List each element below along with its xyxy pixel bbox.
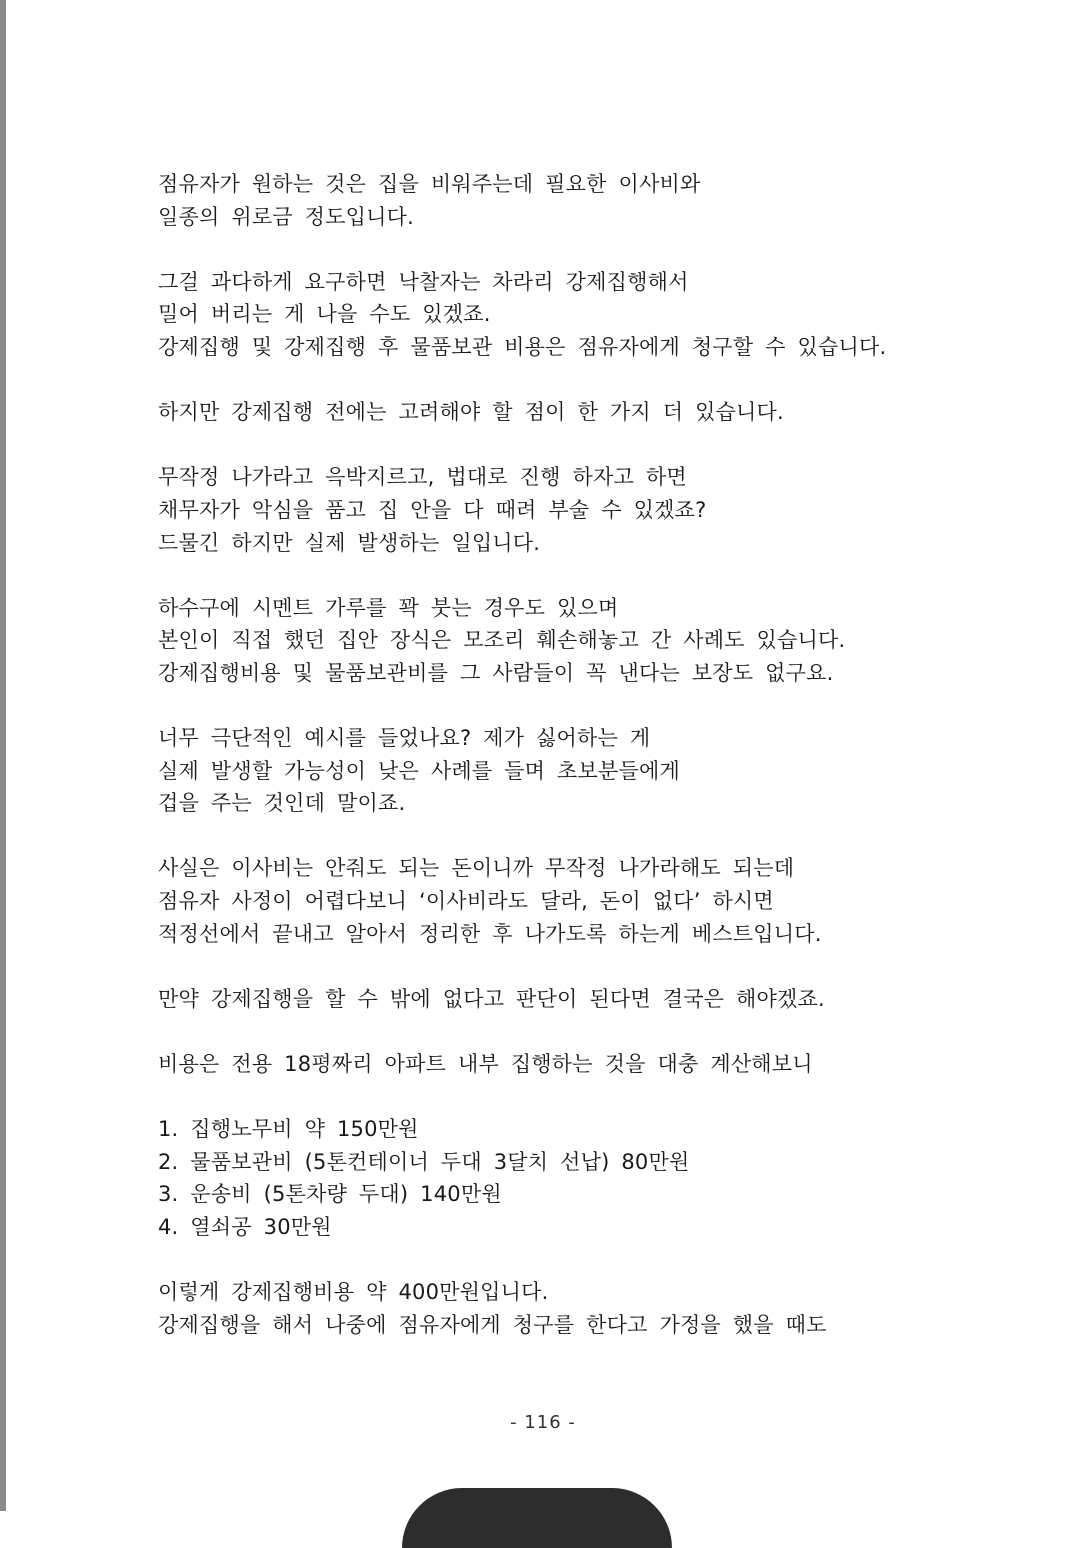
list-item: 3. 운송비 (5톤차량 두대) 140만원	[158, 1182, 502, 1207]
blank-line	[158, 559, 1038, 592]
text-line: 강제집행비용 및 물품보관비를 그 사람들이 꼭 낸다는 보장도 없구요.	[158, 660, 834, 685]
text-line: 만약 강제집행을 할 수 밖에 없다고 판단이 된다면 결국은 해야겠죠.	[158, 986, 825, 1011]
text-line: 무작정 나가라고 윽박지르고, 법대로 진행 하자고 하면	[158, 465, 687, 490]
text-line: 적정선에서 끝내고 알아서 정리한 후 나가도록 하는게 베스트입니다.	[158, 921, 822, 946]
blank-line	[158, 1244, 1038, 1277]
text-line: 너무 극단적인 예시를 들었나요? 제가 싫어하는 게	[158, 726, 651, 751]
text-line: 채무자가 악심을 품고 집 안을 다 때려 부술 수 있겠죠?	[158, 497, 707, 522]
text-line: 밀어 버리는 게 나을 수도 있겠죠.	[158, 302, 491, 327]
blank-line	[158, 950, 1038, 983]
page-number: - 116 -	[510, 1412, 576, 1433]
body-text	[158, 168, 1038, 1341]
blank-line	[158, 1015, 1038, 1048]
text-line: 그걸 과다하게 요구하면 낙찰자는 차라리 강제집행해서	[158, 269, 689, 294]
text-line: 강제집행을 해서 나중에 점유자에게 청구를 한다고 가정을 했을 때도	[158, 1312, 827, 1337]
blank-line	[158, 429, 1038, 462]
text-line: 강제집행 및 강제집행 후 물품보관 비용은 점유자에게 청구할 수 있습니다.	[158, 334, 887, 359]
list-item: 1. 집행노무비 약 150만원	[158, 1117, 419, 1142]
text-line: 실제 발생할 가능성이 낮은 사례를 들며 초보분들에게	[158, 758, 680, 783]
list-item: 4. 열쇠공 30만원	[158, 1215, 332, 1239]
text-line: 점유자가 원하는 것은 집을 비워주는데 필요한 이사비와	[158, 172, 701, 196]
blank-line	[158, 364, 1038, 397]
text-line: 하지만 강제집행 전에는 고려해야 할 점이 한 가지 더 있습니다.	[158, 400, 784, 425]
blank-line	[158, 690, 1038, 723]
blank-line	[158, 233, 1038, 266]
text-line: 사실은 이사비는 안줘도 되는 돈이니까 무작정 나가라해도 되는데	[158, 856, 795, 881]
text-line: 이렇게 강제집행비용 약 400만원입니다.	[158, 1280, 549, 1305]
text-line: 점유자 사정이 어렵다보니 ‘이사비라도 달라, 돈이 없다’ 하시면	[158, 889, 774, 914]
text-line: 드물긴 하지만 실제 발생하는 일입니다.	[158, 530, 541, 555]
bottom-toolbar-handle[interactable]	[402, 1488, 672, 1548]
text-line: 비용은 전용 18평짜리 아파트 내부 집행하는 것을 대충 계산해보니	[158, 1052, 813, 1077]
text-line: 겁을 주는 것인데 말이죠.	[158, 791, 406, 816]
document-page	[6, 0, 1080, 1511]
text-line: 하수구에 시멘트 가루를 꽉 붓는 경우도 있으며	[158, 595, 619, 620]
text-line: 일종의 위로금 정도입니다.	[158, 204, 414, 229]
blank-line	[158, 820, 1038, 853]
text-line: 본인이 직접 했던 집안 장식은 모조리 훼손해놓고 간 사례도 있습니다.	[158, 628, 846, 653]
list-item: 2. 물품보관비 (5톤컨테이너 두대 3달치 선납) 80만원	[158, 1149, 690, 1174]
blank-line	[158, 1081, 1038, 1114]
